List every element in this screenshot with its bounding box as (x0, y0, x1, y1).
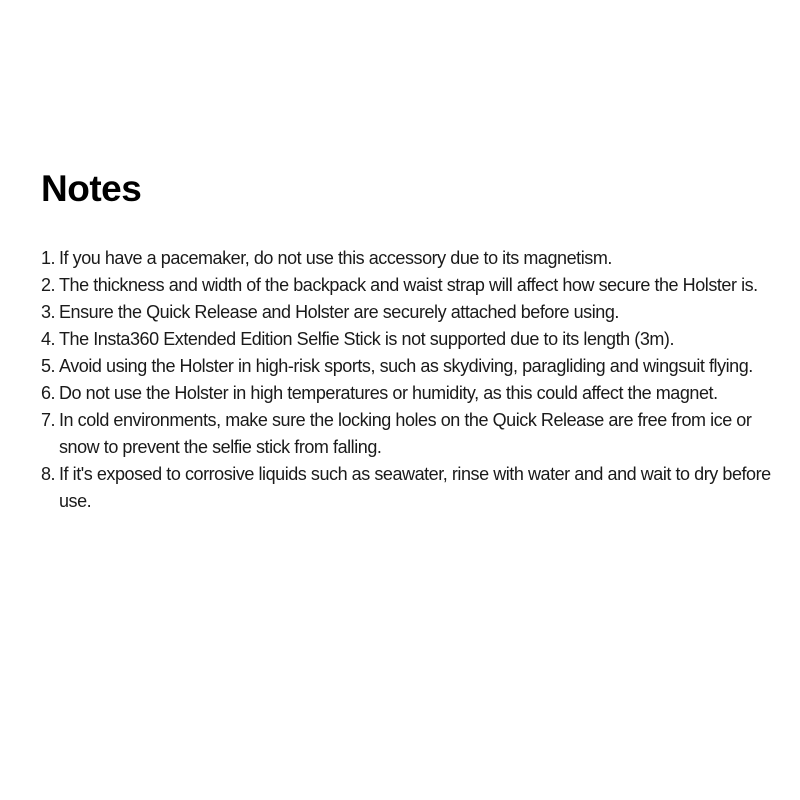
note-text: Ensure the Quick Release and Holster are securely attached before using. (59, 302, 619, 322)
note-item (41, 326, 776, 353)
note-item (41, 245, 776, 272)
note-text: Do not use the Holster in high temperatures or humidity, as this could affect the magnet. (59, 383, 718, 403)
note-number: 8. (41, 464, 56, 484)
note-number: 3. (41, 302, 56, 322)
note-text: In cold environments, make sure the locking holes on the Quick Release are free from ice or snow to prevent the selfie stick from falling. (59, 410, 752, 457)
notes-section (41, 166, 776, 515)
note-number: 2. (41, 275, 56, 295)
notes-list (41, 245, 776, 515)
note-item (41, 380, 776, 407)
note-item (41, 353, 776, 380)
note-text: Avoid using the Holster in high-risk sports, such as skydiving, paragliding and wingsuit flying. (59, 356, 753, 376)
note-item (41, 272, 776, 299)
note-text: The thickness and width of the backpack and waist strap will affect how secure the Holster is. (59, 275, 758, 295)
note-number: 1. (41, 248, 56, 268)
note-item (41, 299, 776, 326)
note-number: 5. (41, 356, 56, 376)
note-number: 7. (41, 410, 56, 430)
notes-title: Notes (41, 168, 142, 209)
note-item (41, 407, 776, 461)
note-number: 6. (41, 383, 56, 403)
note-number: 4. (41, 329, 56, 349)
note-item (41, 461, 776, 515)
note-text: The Insta360 Extended Edition Selfie Stick is not supported due to its length (3m). (59, 329, 675, 349)
note-text: If you have a pacemaker, do not use this accessory due to its magnetism. (59, 248, 612, 268)
note-text: If it's exposed to corrosive liquids such as seawater, rinse with water and and wait to dry before use. (59, 464, 771, 511)
